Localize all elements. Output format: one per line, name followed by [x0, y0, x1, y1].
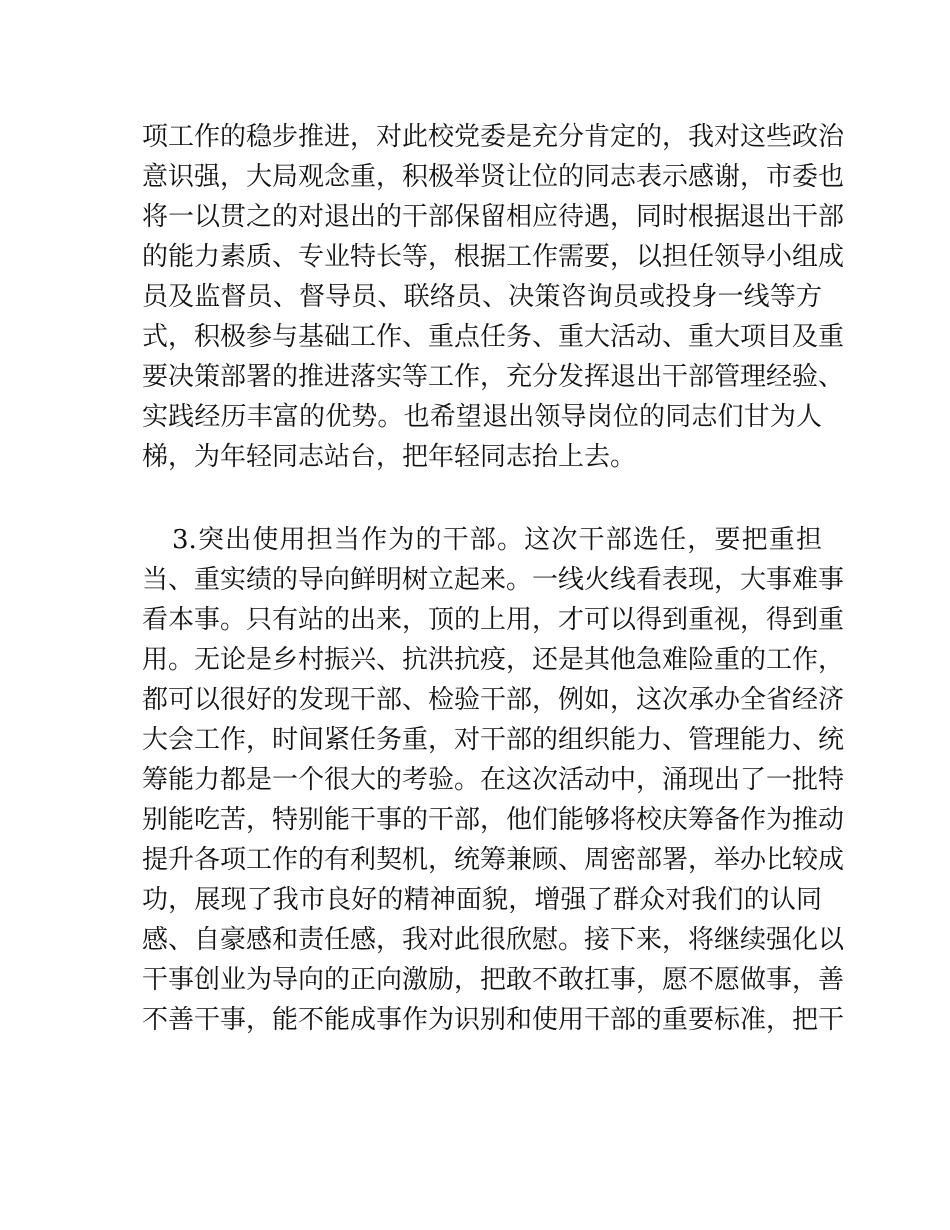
text-line: 意识强，大局观念重，积极举贤让位的同志表示感谢，市委也 [142, 162, 845, 192]
text-line: 梯，为年轻同志站台，把年轻同志抬上去。 [142, 442, 637, 472]
text-line: 的能力素质、专业特长等，根据工作需要，以担任领导小组成 [142, 242, 845, 272]
text-line: 当、重实绩的导向鲜明树立起来。一线火线看表现，大事难事 [142, 565, 845, 595]
paragraph-2 [142, 520, 845, 1040]
text-line: 感、自豪感和责任感，我对此很欣慰。接下来，将继续强化以 [142, 925, 845, 955]
text-line: 不善干事，能不能成事作为识别和使用干部的重要标准，把干 [142, 1005, 845, 1035]
text-line: 大会工作，时间紧任务重，对干部的组织能力、管理能力、统 [142, 725, 845, 755]
paragraph-1 [142, 117, 845, 477]
text-line: 看本事。只有站的出来，顶的上用，才可以得到重视，得到重 [142, 605, 845, 635]
text-line: 将一以贯之的对退出的干部保留相应待遇，同时根据退出干部 [142, 202, 845, 232]
text-line: 功，展现了我市良好的精神面貌，增强了群众对我们的认同 [142, 885, 822, 915]
text-line: 别能吃苦，特别能干事的干部，他们能够将校庆筹备作为推动 [142, 805, 845, 835]
text-line: 要决策部署的推进落实等工作，充分发挥退出干部管理经验、 [142, 362, 845, 392]
text-line: 干事创业为导向的正向激励，把敢不敢扛事，愿不愿做事，善 [142, 965, 845, 995]
section-heading-line: 3.突出使用担当作为的干部。这次干部选任，要把重担 [172, 525, 822, 555]
text-line: 项工作的稳步推进，对此校党委是充分肯定的，我对这些政治 [142, 122, 845, 152]
text-line: 式，积极参与基础工作、重点任务、重大活动、重大项目及重 [142, 322, 845, 352]
text-line: 筹能力都是一个很大的考验。在这次活动中，涌现出了一批特 [142, 765, 845, 795]
text-line: 员及监督员、督导员、联络员、决策咨询员或投身一线等方 [142, 282, 822, 312]
text-line: 提升各项工作的有利契机，统筹兼顾、周密部署，举办比较成 [142, 845, 845, 875]
text-line: 实践经历丰富的优势。也希望退出领导岗位的同志们甘为人 [142, 402, 822, 432]
text-line: 都可以很好的发现干部、检验干部，例如，这次承办全省经济 [142, 685, 845, 715]
text-line: 用。无论是乡村振兴、抗洪抗疫，还是其他急难险重的工作， [142, 645, 845, 675]
